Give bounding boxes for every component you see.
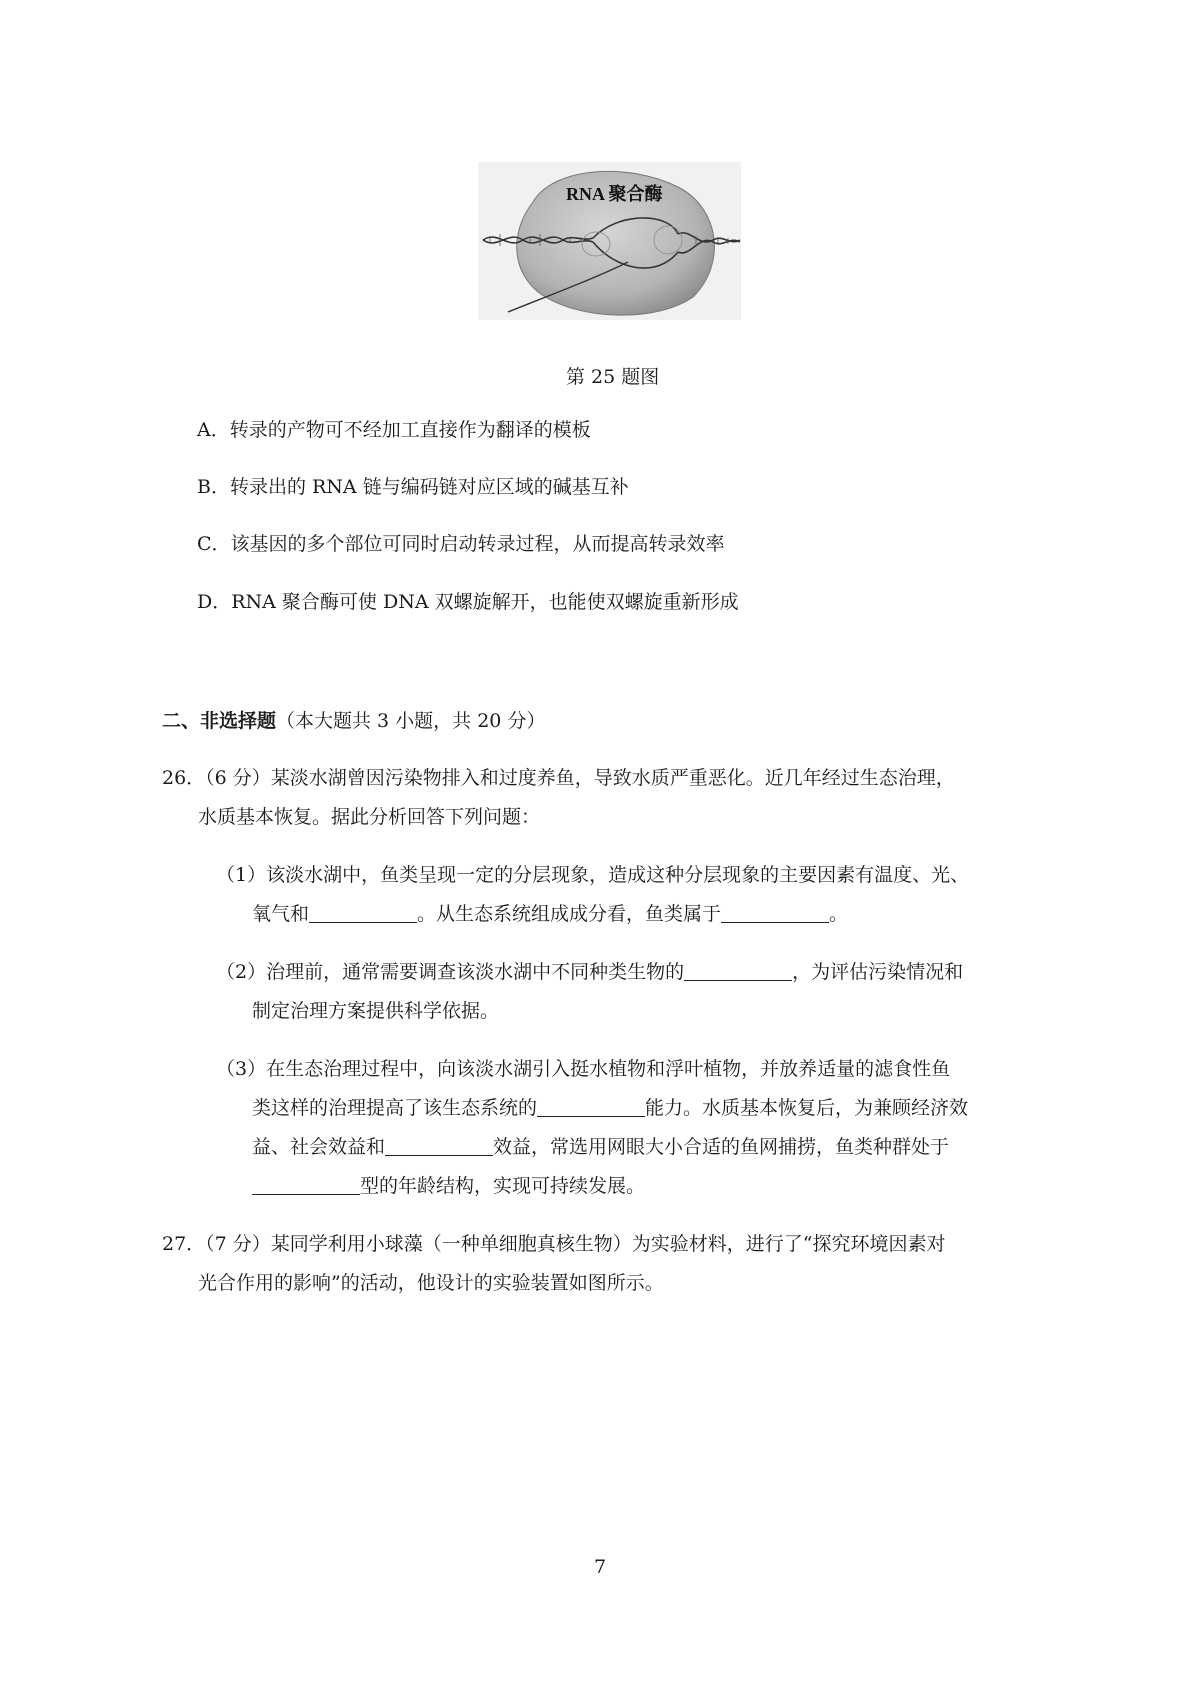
option-d: D．RNA 聚合酶可使 DNA 双螺旋解开，也能使双螺旋重新形成 <box>197 591 739 613</box>
q26-part1-line1: （1）该淡水湖中，鱼类呈现一定的分层现象，造成这种分层现象的主要因素有温度、光、 <box>216 864 970 886</box>
section-heading <box>162 707 545 735</box>
option-c: C．该基因的多个部位可同时启动转录过程，从而提高转录效率 <box>197 533 725 555</box>
figure-caption: 第 25 题图 <box>566 366 660 388</box>
q27-stem-line1: 27．（7 分）某同学利用小球藻（一种单细胞真核生物）为实验材料，进行了“探究环境因素对 <box>162 1233 946 1255</box>
answer-blank-1[interactable] <box>309 902 417 923</box>
answer-blank-5[interactable] <box>385 1135 493 1156</box>
answer-blank-6[interactable] <box>252 1174 360 1195</box>
section-note: （本大题共 3 小题，共 20 分） <box>276 710 546 732</box>
q26-part3-line1: （3）在生态治理过程中，向该淡水湖引入挺水植物和浮叶植物，并放养适量的滤食性鱼 <box>216 1058 951 1080</box>
answer-blank-3[interactable] <box>684 960 792 981</box>
q26-stem-line1: 26．（6 分）某淡水湖曾因污染物排入和过度养鱼，导致水质严重恶化。近几年经过生态治理， <box>162 767 955 789</box>
option-b: B．转录出的 RNA 链与编码链对应区域的碱基互补 <box>197 476 629 498</box>
answer-blank-4[interactable] <box>537 1096 645 1117</box>
figure-label: RNA 聚合酶 <box>566 184 663 204</box>
section-title: 二、非选择题 <box>162 710 277 732</box>
q26-part2-line2: 制定治理方案提供科学依据。 <box>252 1000 500 1022</box>
q26-part3-line2: 类这样的治理提高了该生态系统的 能力。水质基本恢复后，为兼顾经济效 <box>252 1097 969 1119</box>
q27-stem-line2: 光合作用的影响”的活动，他设计的实验装置如图所示。 <box>198 1272 664 1294</box>
q26-stem-line2: 水质基本恢复。据此分析回答下列问题： <box>198 806 541 828</box>
page-number: 7 <box>594 1556 607 1578</box>
q26-part3-line3: 益、社会效益和 效益，常选用网眼大小合适的鱼网捕捞，鱼类种群处于 <box>252 1136 950 1158</box>
rna-polymerase-figure <box>478 162 741 320</box>
rna-polymerase-diagram <box>478 162 741 320</box>
q26-part3-line4: 型的年龄结构，实现可持续发展。 <box>252 1172 645 1200</box>
q26-part1-line2: 氧气和 。从生态系统组成成分看，鱼类属于 。 <box>252 903 849 925</box>
q26-part2-line1: （2）治理前，通常需要调查该淡水湖中不同种类生物的 ，为评估污染情况和 <box>216 961 964 983</box>
answer-blank-2[interactable] <box>721 902 829 923</box>
option-a: A．转录的产物可不经加工直接作为翻译的模板 <box>197 419 591 441</box>
